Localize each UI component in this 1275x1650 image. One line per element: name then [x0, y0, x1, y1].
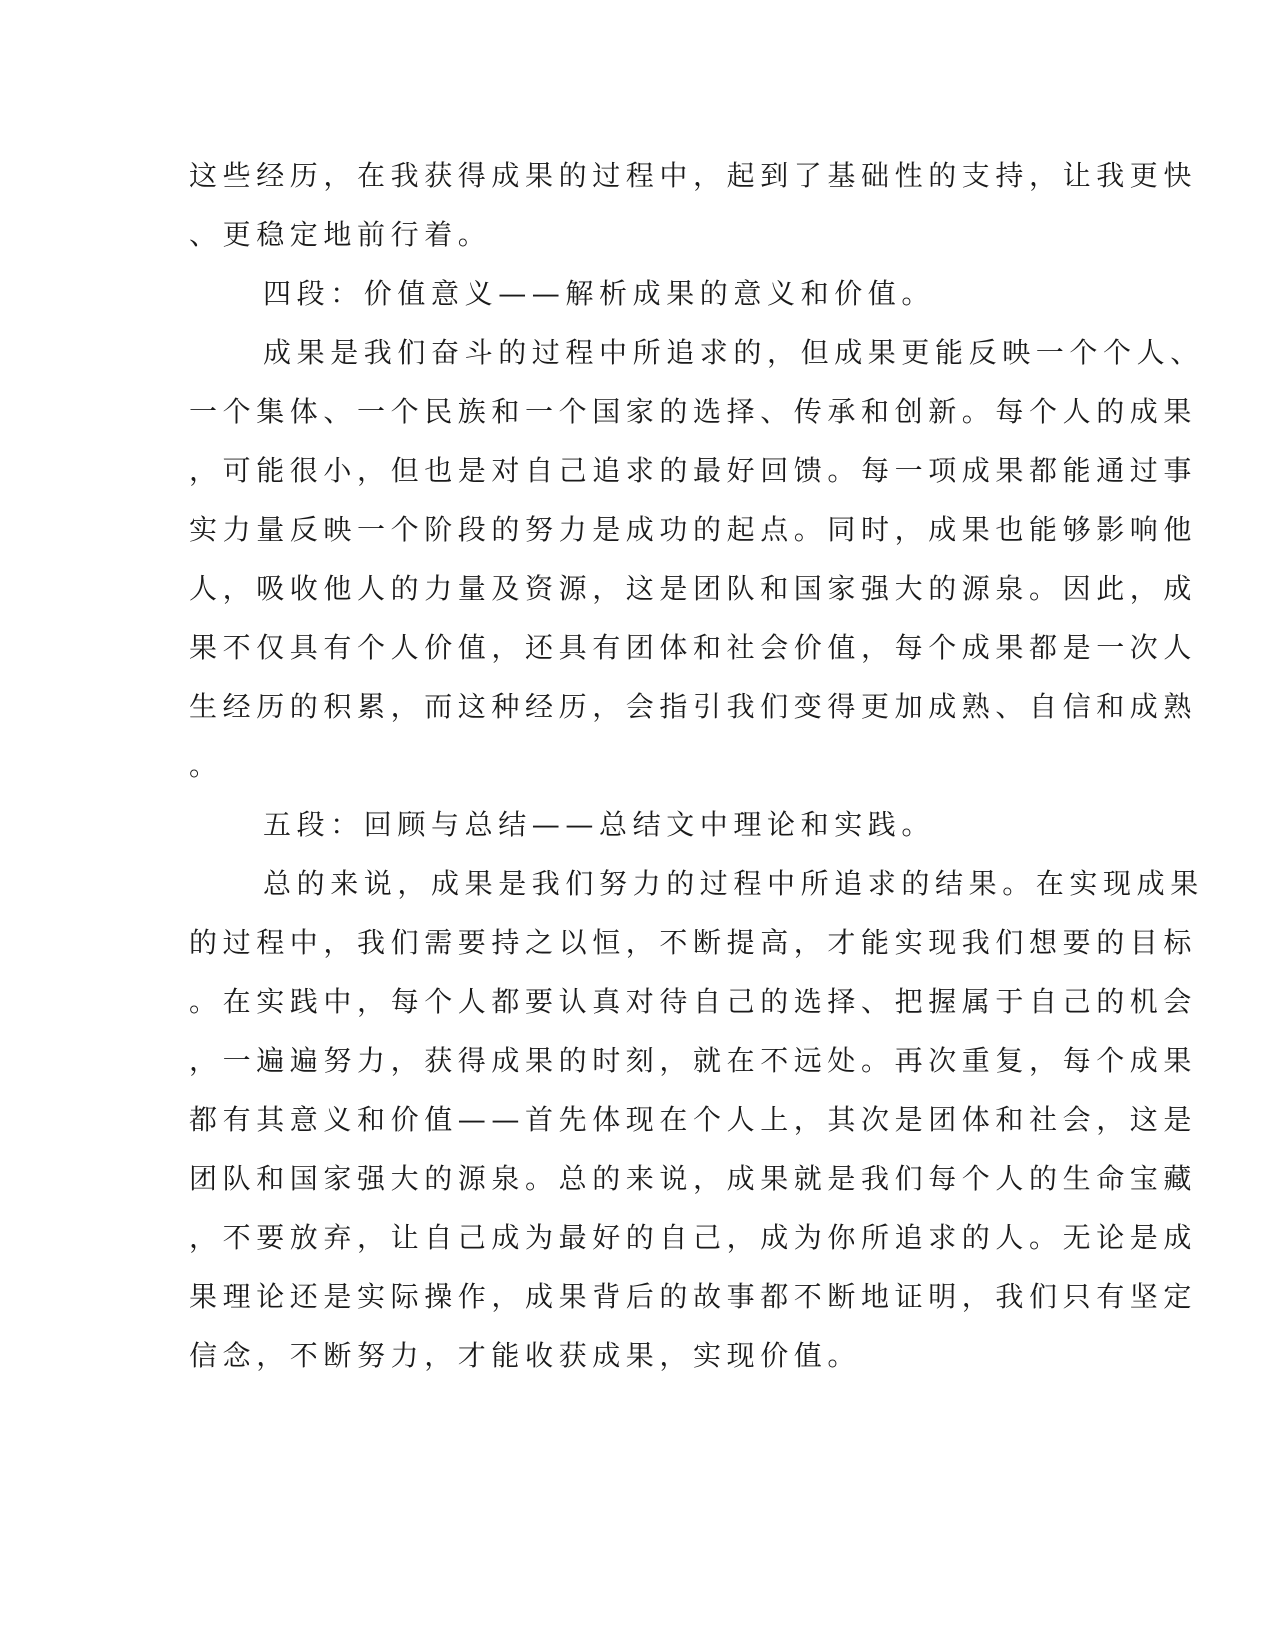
text-line: 果不仅具有个人价值，还具有团体和社会价值，每个成果都是一次人 — [189, 631, 1198, 664]
text-line: 的过程中，我们需要持之以恒，不断提高，才能实现我们想要的目标 — [189, 926, 1198, 959]
text-line: ，一遍遍努力，获得成果的时刻，就在不远处。再次重复，每个成果 — [189, 1044, 1198, 1077]
section-heading-4: 四段：价值意义——解析成果的意义和价值。 — [263, 277, 936, 310]
text-line: 果理论还是实际操作，成果背后的故事都不断地证明，我们只有坚定 — [189, 1280, 1198, 1313]
text-line: 、更稳定地前行着。 — [189, 218, 492, 251]
text-line: 实力量反映一个阶段的努力是成功的起点。同时，成果也能够影响他 — [189, 513, 1198, 546]
text-line: 。在实践中，每个人都要认真对待自己的选择、把握属于自己的机会 — [189, 985, 1198, 1018]
text-line: 生经历的积累，而这种经历，会指引我们变得更加成熟、自信和成熟 — [189, 690, 1198, 723]
text-line: 。 — [189, 749, 223, 782]
text-line: 信念，不断努力，才能收获成果，实现价值。 — [189, 1339, 862, 1372]
text-line: 团队和国家强大的源泉。总的来说，成果就是我们每个人的生命宝藏 — [189, 1162, 1198, 1195]
text-line: 都有其意义和价值——首先体现在个人上，其次是团体和社会，这是 — [189, 1103, 1198, 1136]
text-line: ，不要放弃，让自己成为最好的自己，成为你所追求的人。无论是成 — [189, 1221, 1198, 1254]
text-line: 人，吸收他人的力量及资源，这是团队和国家强大的源泉。因此，成 — [189, 572, 1198, 605]
text-line: 成果是我们奋斗的过程中所追求的，但成果更能反映一个个人、 — [263, 336, 1204, 369]
text-line: 这些经历，在我获得成果的过程中，起到了基础性的支持，让我更快 — [189, 159, 1198, 192]
text-line: ，可能很小，但也是对自己追求的最好回馈。每一项成果都能通过事 — [189, 454, 1198, 487]
text-line: 总的来说，成果是我们努力的过程中所追求的结果。在实现成果 — [263, 867, 1204, 900]
text-line: 一个集体、一个民族和一个国家的选择、传承和创新。每个人的成果 — [189, 395, 1198, 428]
section-heading-5: 五段：回顾与总结——总结文中理论和实践。 — [263, 808, 936, 841]
